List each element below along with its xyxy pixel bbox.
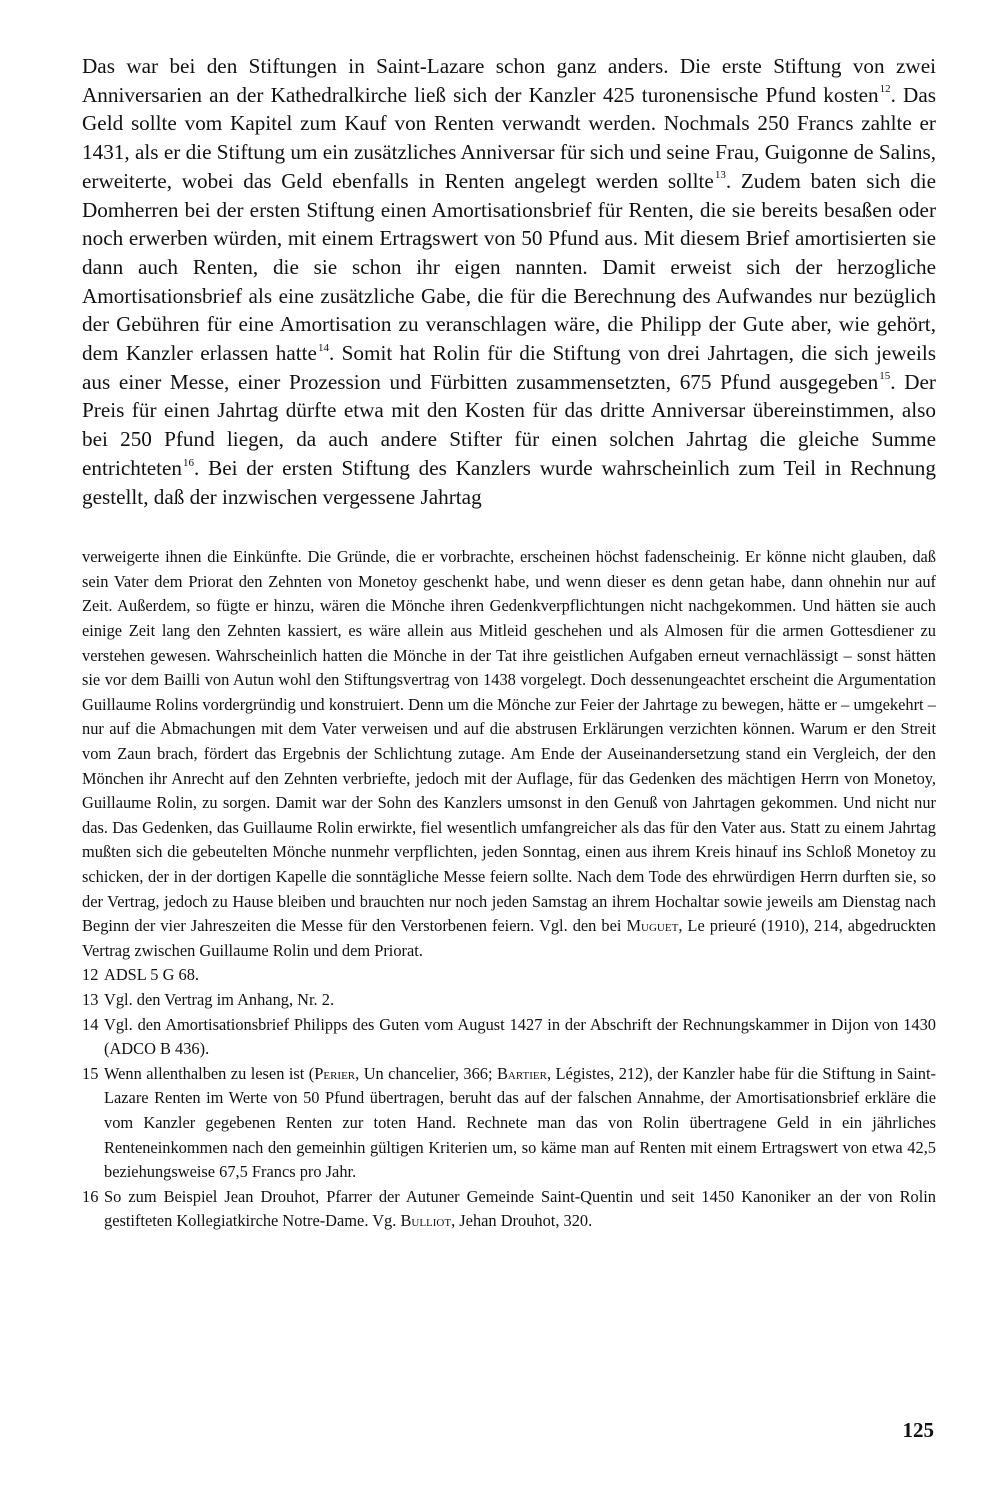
body-text-segment: . Bei der ersten Stiftung des Kanzlers wurde wahrscheinlich zum Teil in Rechnung gestellt, daß der inzwischen vergessene Jahrtag [82,455,936,509]
footnote-number: 16 [82,1186,99,1206]
body-text-segment: Das war bei den Stiftungen in Saint-Lazare schon ganz anders. Die erste Stiftung von zwei Anniversarien an der Kathedralkirche ließ sich der Kanzler 425 turonensische Pfund kosten [82,54,936,107]
cited-author: Muguet [626,916,679,936]
footnote-reference: 13 [714,169,726,182]
body-text-segment: . Das Geld sollte vom Kapitel zum Kauf von Renten verwandt werden. Nochmals 250 Francs zahlte er 1431, als er die Stiftung um ein zusätzliches Anniversar für sich und seine Frau, Guigonne de Salins, erweiterte, wobei das Geld ebenfalls in Renten angelegt werden sollte [82,82,936,193]
cited-author: Bulliot [400,1211,452,1231]
footnote-text: ADSL 5 G 68. [104,965,200,985]
footnote-13 [82,988,936,1013]
footnote-text-segment: Wenn allenthalben zu lesen ist ( [104,1063,315,1083]
footnote-number: 15 [82,1063,99,1083]
footnote-continuation [82,545,936,963]
footnote-text: Vgl. den Vertrag im Anhang, Nr. 2. [104,989,335,1009]
page-number: 125 [902,1418,934,1442]
cited-author: Perier [314,1063,356,1083]
page-content [82,52,936,1234]
footnote-16 [82,1185,936,1234]
body-text-segment: . Der Preis für einen Jahrtag dürfte etwa mit den Kosten für das dritte Anniversar übereinstimmen, also bei 250 Pfund liegen, da auch andere Stifter für einen solchen Jahrtag die gleiche Summe entrichteten [82,369,936,480]
footnote-15 [82,1062,936,1185]
footnote-number: 12 [82,965,99,985]
footnote-reference: 14 [317,341,329,354]
footnote-12 [82,963,936,988]
footnote-reference: 12 [879,83,891,96]
cited-author: Bartier [496,1063,547,1083]
footnote-text: , Le prieuré (1910), 214, abgedruckten Vertrag zwischen Guillaume Rolin und dem Priorat. [82,916,937,960]
body-text-segment: . Zudem baten sich die Domherren bei der ersten Stiftung einen Amortisationsbrief für Renten, die sie bereits besaßen oder noch erwerben würden, mit einem Ertragswert von 50 Pfund aus. Mit diesem Brief amortisierten sie dann auch Renten, die sie schon ihr eigen nannten. Damit erweist sich der herzogliche Amortisationsbrief als eine zusätzliche Gabe, die für die Berechnung des Aufwandes nur bezüglich der Gebühren für eine Amortisation zu veranschlagen wäre, die Philipp der Gute aber, wie gehört, dem Kanzler erlassen hatte [82,168,936,366]
footnote-text-segment: , Un chancelier, 366; [355,1063,497,1083]
footnote-text: Vgl. den Amortisationsbrief Philipps des Guten vom August 1427 in der Abschrift der Rechnungskammer in Dijon von 1430 (ADCO B 436). [104,1014,936,1059]
footnote-reference: 16 [183,456,194,469]
footnote-number: 14 [82,1014,99,1034]
body-text-segment: . Somit hat Rolin für die Stiftung von drei Jahrtagen, die sich jeweils aus einer Messe, einer Prozession und Fürbitten zusammensetzten, 675 Pfund ausgegeben [82,341,936,394]
footnote-text [104,1185,936,1234]
footnote-reference: 15 [879,370,891,383]
footnote-text-segment: , Jehan Drouhot, 320. [451,1211,593,1231]
footnote-text-segment: So zum Beispiel Jean Drouhot, Pfarrer der Autuner Gemeinde Saint-Quentin und seit 1450 Kanoniker an der von Rolin gestifteten Kollegiatkirche Notre-Dame. Vg. [104,1186,936,1231]
footnote-number: 13 [82,989,99,1009]
main-paragraph [82,52,936,511]
footnote-14 [82,1013,936,1062]
footnotes-section [82,545,936,1234]
footnote-text: verweigerte ihnen die Einkünfte. Die Gründe, die er vorbrachte, erscheinen höchst fadenscheinig. Er könne nicht glauben, daß sein Vater dem Priorat den Zehnten von Monetoy geschenkt habe, und wenn dieser es denn getan habe, dann ohnehin nur auf Zeit. Außerdem, so fügte er hinzu, wären die Mönche ihren Gedenkverpflichtungen nicht nachgekommen. Und hätten sie auch einige Zeit lang den Zehnten kassiert, es wäre allein aus Mitleid geschehen und als Almosen für die armen Gottesdiener zu verstehen gewesen. Wahrscheinlich hatten die Mönche in der Tat ihre geistlichen Aufgaben erneut vernachlässigt – sonst hätten sie vor dem Bailli von Autun wohl den Stiftungsvertrag von 1438 vorgelegt. Doch dessenungeachtet erscheint die Argumentation Guillaume Rolins vordergründig und konstruiert. Denn um die Mönche zur Feier der Jahrtage zu bewegen, hätte er – umgekehrt – nur auf die Abmachungen mit dem Vater verweisen und auf die abstrusen Erklärungen verzichten können. Warum er den Streit vom Zaun brach, fördert das Ergebnis der Schlichtung zutage. Am Ende der Auseinandersetzung stand ein Vergleich, der den Mönchen ihr Anrecht auf den Zehnten verbriefte, jedoch mit der Auflage, für das Gedenken des mächtigen Herrn von Monetoy, Guillaume Rolin, zu sorgen. Damit war der Sohn des Kanzlers umsonst in den Genuß von Jahrtagen gekommen. Und nicht nur das. Das Gedenken, das Guillaume Rolin erwirkte, fiel wesentlich umfangreicher als das für den Vater aus. Statt zu einem Jahrtag mußten sich die gebeutelten Mönche nunmehr verpflichten, jeden Sonntag, einen aus ihrem Kreis hinauf ins Schloß Monetoy zu schicken, der in der dortigen Kapelle die sonntägliche Messe feiern sollte. Nach dem Tode des ehrwürdigen Herrn durften sie, so der Vertrag, jedoch zu Hause bleiben und brauchten nur noch jeden Samstag an ihrem Hochaltar sowie jeweils am Dienstag nach Beginn der vier Jahreszeiten die Messe für den Verstorbenen feiern. Vgl. den bei [82,547,936,936]
footnote-text [104,1062,936,1185]
footnote-text-segment: , Légistes, 212), der Kanzler habe für die Stiftung in Saint-Lazare Renten im Werte von 50 Pfund übertragen, beruht das auf der falschen Annahme, der Amortisationsbrief erkläre die vom Kanzler gegebenen Renten zur toten Hand. Rechnete man das von Rolin übertragene Geld in ein jährliches Renteneinkommen nach den gemeinhin gültigen Kriterien um, so käme man auf Renten mit einem Ertragswert von etwa 42,5 beziehungsweise 67,5 Francs pro Jahr. [104,1063,936,1182]
